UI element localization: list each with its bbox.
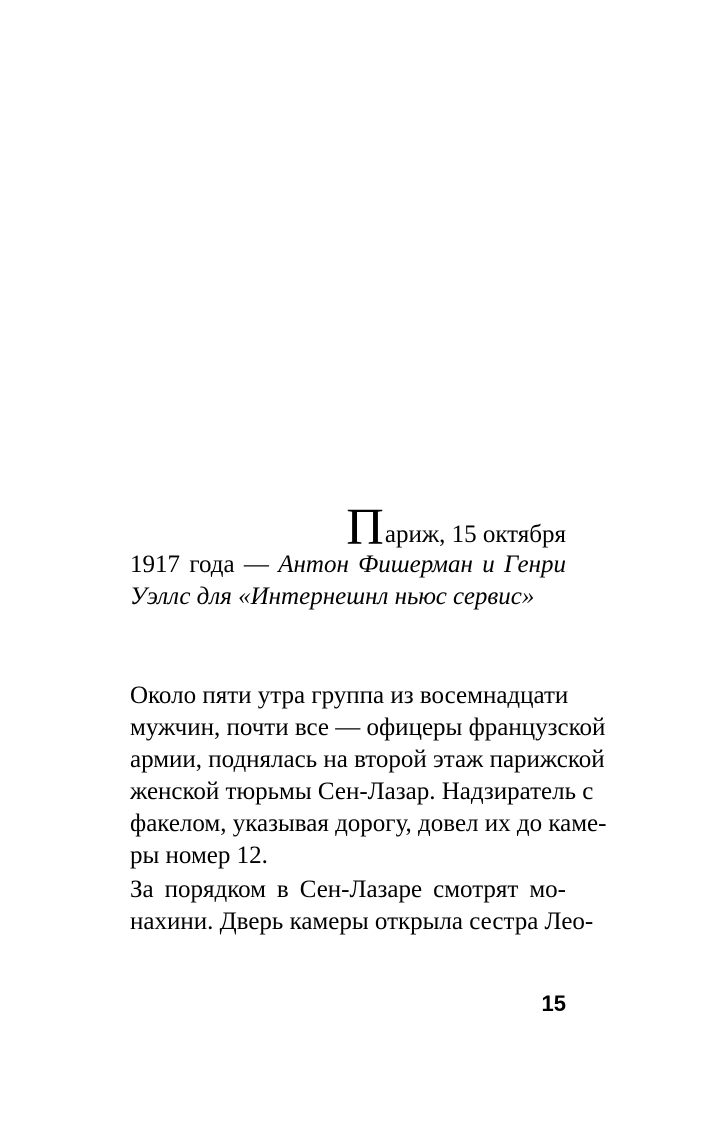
paragraph-1-line-4: женской тюрьмы Сен-Лазар. Надзиратель с bbox=[130, 778, 594, 805]
dateline-line-1 bbox=[130, 499, 566, 556]
paragraph-1-line-1: Около пяти утра группа из восемнадцати bbox=[130, 682, 569, 709]
dateline-line-2 bbox=[130, 549, 566, 581]
dateline-year: 1917 года — bbox=[130, 551, 279, 578]
drop-cap: П bbox=[346, 499, 385, 556]
byline-authors: Антон Фишерман и Генри bbox=[278, 551, 566, 578]
paragraph-2-line-2: нахини. Дверь камеры открыла сестра Лео- bbox=[130, 908, 594, 935]
paragraph-1-line-6: ры номер 12. bbox=[130, 842, 268, 869]
paragraph-1-line-5: факелом, указывая дорогу, довел их до каме- bbox=[130, 810, 607, 837]
byline-agency: Уэллс для «Интернешнл ньюс сервис» bbox=[130, 583, 535, 610]
paragraph-1-line-2: мужчин, почти все — офицеры французской bbox=[130, 714, 606, 741]
page-number: 15 bbox=[541, 991, 566, 1016]
paragraph-1-line-3: армии, поднялась на второй этаж парижской bbox=[130, 746, 605, 773]
dateline-text: ариж, 15 октября bbox=[384, 521, 566, 548]
paragraph-2-line-1: За порядком в Сен-Лазаре смотрят мо- bbox=[130, 876, 566, 903]
